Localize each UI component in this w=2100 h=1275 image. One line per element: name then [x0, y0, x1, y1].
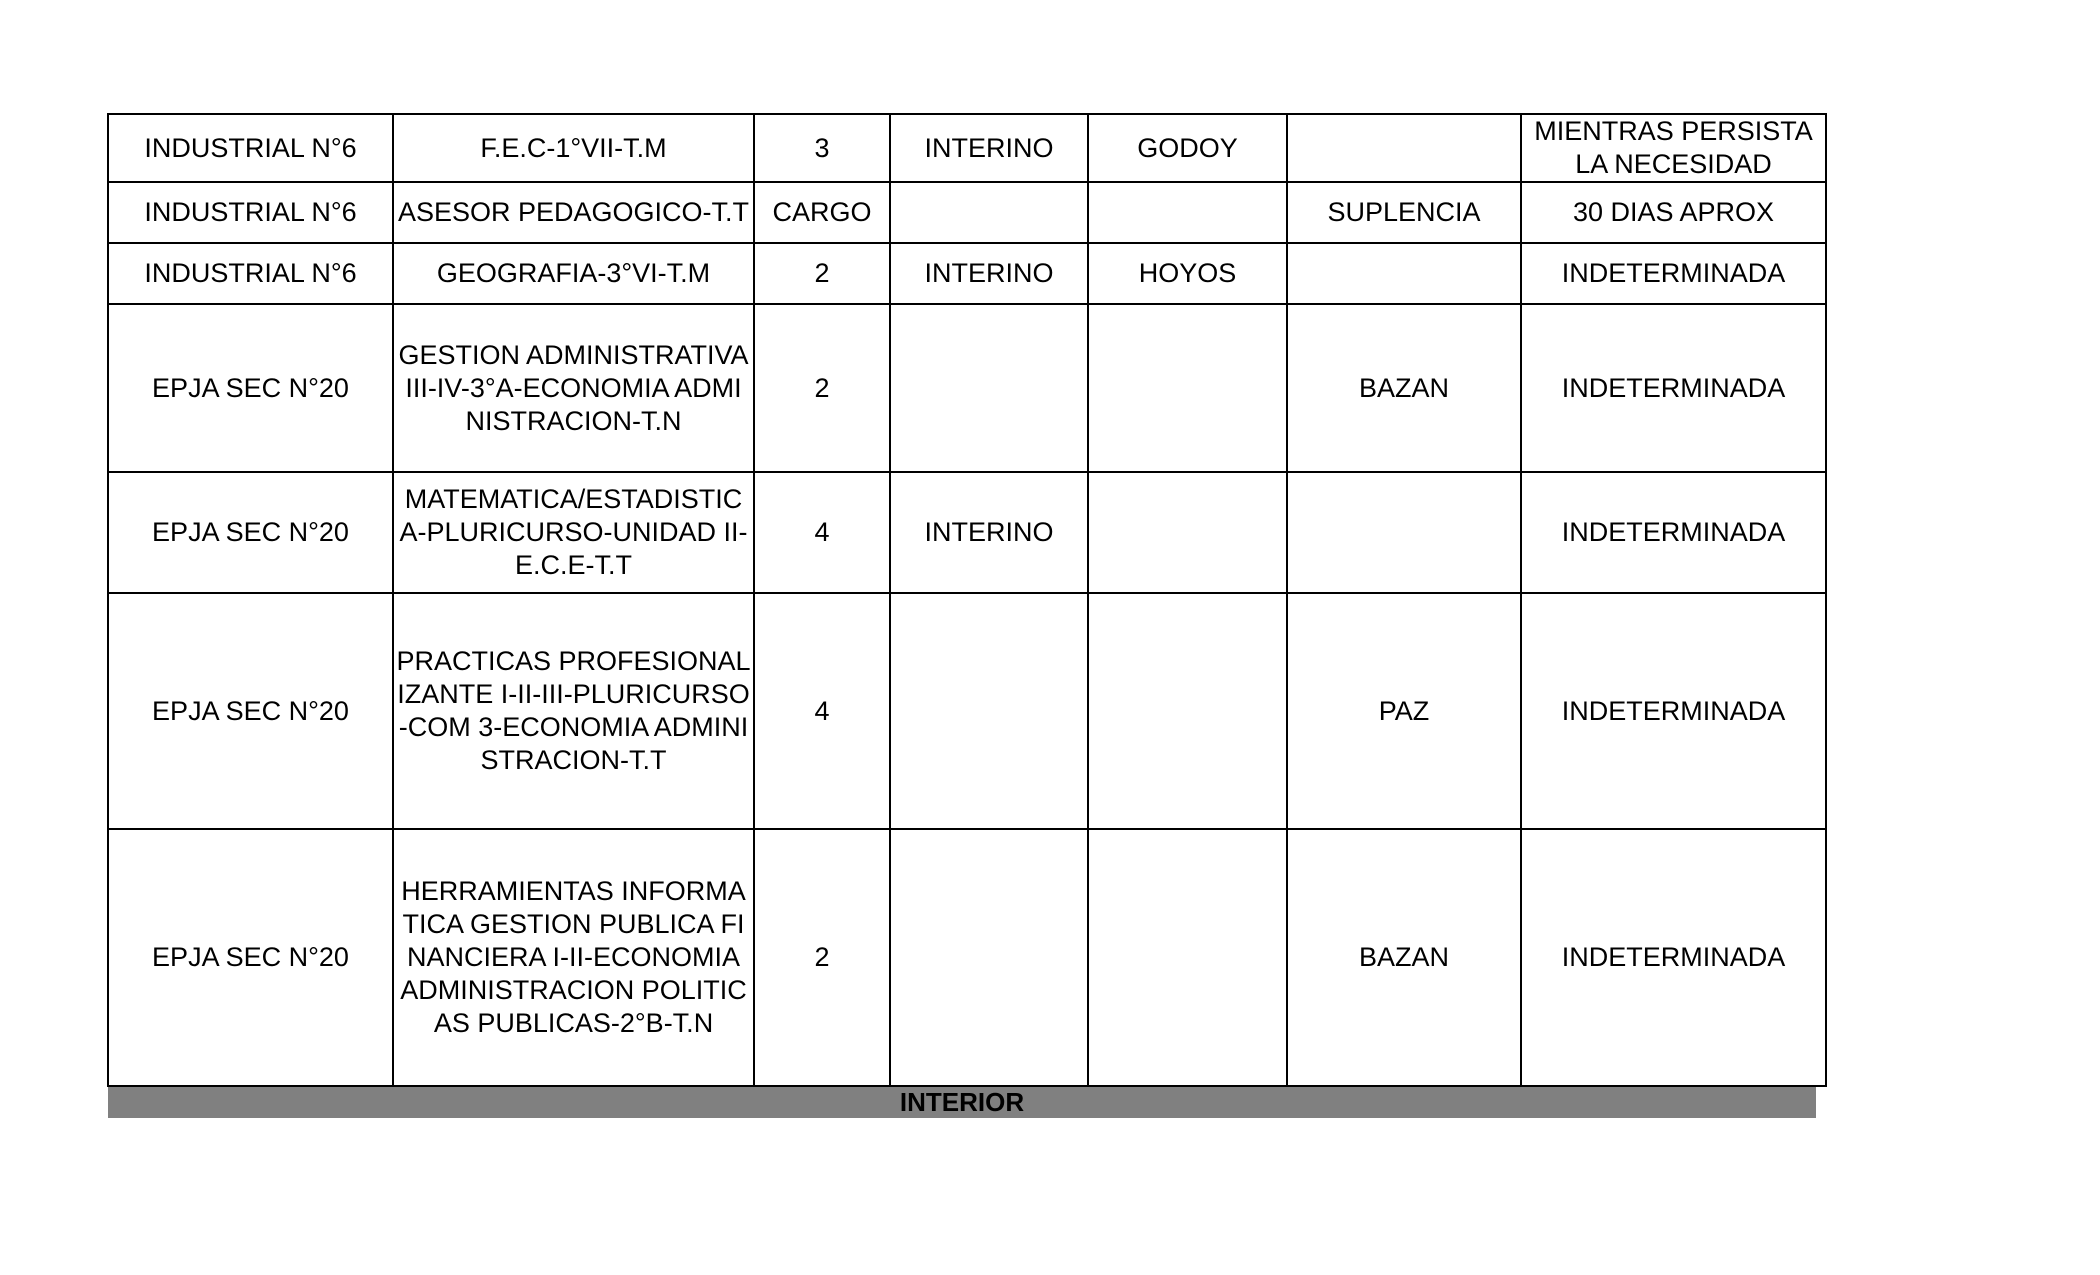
school-cell: EPJA SEC N°20	[108, 829, 393, 1086]
status-cell	[890, 182, 1088, 243]
subject-cell: GEOGRAFIA-3°VI-T.M	[393, 243, 754, 304]
hours-cell: 4	[754, 472, 890, 593]
status-cell: INTERINO	[890, 472, 1088, 593]
hours-cell: 2	[754, 243, 890, 304]
duration-cell: INDETERMINADA	[1521, 243, 1826, 304]
subject-cell: GESTION ADMINISTRATIVA III-IV-3°A-ECONOMIA ADMINISTRACION-T.N	[393, 304, 754, 472]
table-row	[108, 829, 1826, 1086]
table-row	[108, 182, 1826, 243]
status-cell	[890, 829, 1088, 1086]
duration-cell: 30 DIAS APROX	[1521, 182, 1826, 243]
subject-cell: PRACTICAS PROFESIONALIZANTE I-II-III-PLURICURSO-COM 3-ECONOMIA ADMINISTRACION-T.T	[393, 593, 754, 829]
school-cell: INDUSTRIAL N°6	[108, 182, 393, 243]
status-cell: INTERINO	[890, 243, 1088, 304]
status-cell	[890, 593, 1088, 829]
hours-cell: CARGO	[754, 182, 890, 243]
teacher-cell	[1088, 472, 1287, 593]
duration-cell: INDETERMINADA	[1521, 472, 1826, 593]
subject-cell: HERRAMIENTAS INFORMATICA GESTION PUBLICA FINANCIERA I-II-ECONOMIA ADMINISTRACION POLITICAS PUBLICAS-2°B-T.N	[393, 829, 754, 1086]
hours-cell: 2	[754, 304, 890, 472]
reason-cell: SUPLENCIA	[1287, 182, 1521, 243]
reason-cell: PAZ	[1287, 593, 1521, 829]
school-cell: EPJA SEC N°20	[108, 593, 393, 829]
teacher-cell	[1088, 829, 1287, 1086]
status-cell	[890, 304, 1088, 472]
table-row	[108, 304, 1826, 472]
teacher-cell	[1088, 593, 1287, 829]
subject-cell: MATEMATICA/ESTADISTICA-PLURICURSO-UNIDAD II-E.C.E-T.T	[393, 472, 754, 593]
duration-cell: INDETERMINADA	[1521, 593, 1826, 829]
table-row	[108, 243, 1826, 304]
reason-cell: BAZAN	[1287, 304, 1521, 472]
duration-cell: INDETERMINADA	[1521, 304, 1826, 472]
table-row	[108, 114, 1826, 182]
duration-cell: MIENTRAS PERSISTA LA NECESIDAD	[1521, 114, 1826, 182]
hours-cell: 3	[754, 114, 890, 182]
hours-cell: 2	[754, 829, 890, 1086]
school-cell: INDUSTRIAL N°6	[108, 114, 393, 182]
teacher-cell: GODOY	[1088, 114, 1287, 182]
school-cell: EPJA SEC N°20	[108, 472, 393, 593]
duration-cell: INDETERMINADA	[1521, 829, 1826, 1086]
table-row	[108, 593, 1826, 829]
subject-cell: ASESOR PEDAGOGICO-T.T	[393, 182, 754, 243]
table-row	[108, 472, 1826, 593]
section-header-interior: INTERIOR	[108, 1087, 1816, 1118]
subject-cell: F.E.C-1°VII-T.M	[393, 114, 754, 182]
school-cell: EPJA SEC N°20	[108, 304, 393, 472]
reason-cell	[1287, 114, 1521, 182]
reason-cell	[1287, 243, 1521, 304]
teacher-cell: HOYOS	[1088, 243, 1287, 304]
teacher-cell	[1088, 304, 1287, 472]
status-cell: INTERINO	[890, 114, 1088, 182]
reason-cell	[1287, 472, 1521, 593]
vacancies-table	[107, 113, 1827, 1087]
hours-cell: 4	[754, 593, 890, 829]
school-cell: INDUSTRIAL N°6	[108, 243, 393, 304]
spreadsheet-page	[107, 113, 1827, 1118]
reason-cell: BAZAN	[1287, 829, 1521, 1086]
teacher-cell	[1088, 182, 1287, 243]
